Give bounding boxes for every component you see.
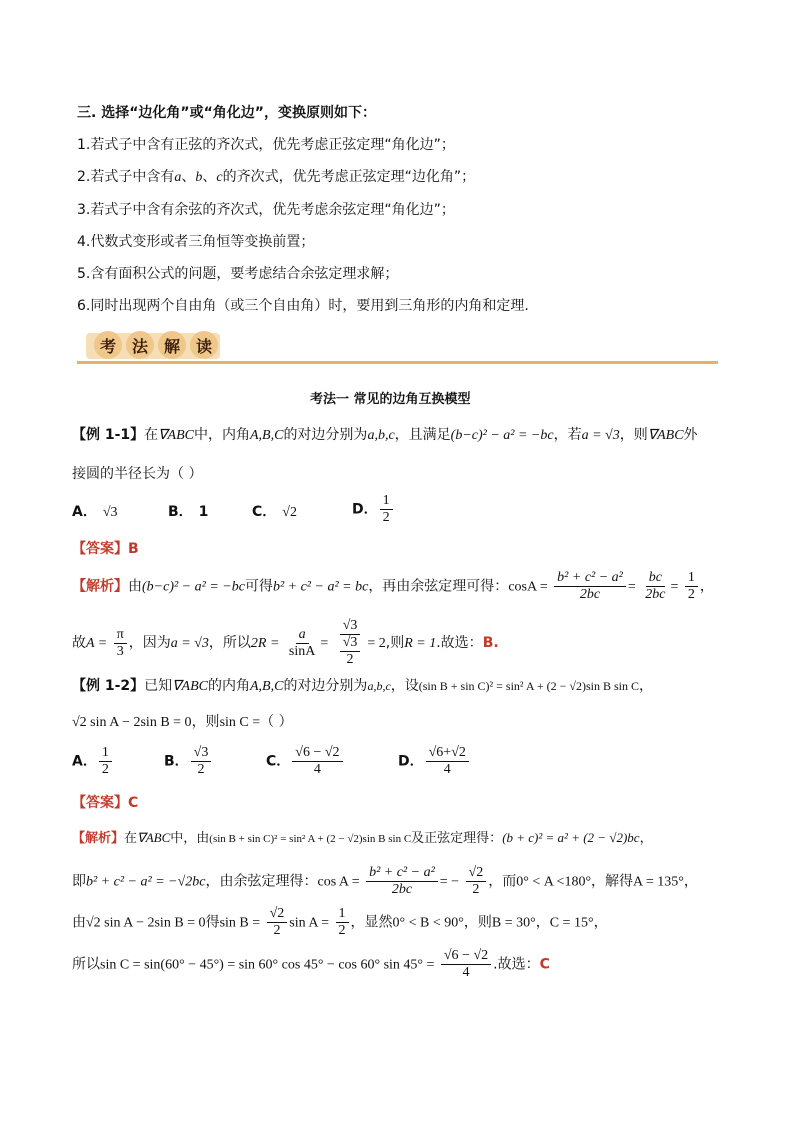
ex2-s12: 所以 <box>72 956 100 973</box>
ex2-option-c-den: 4 <box>313 762 321 778</box>
ex1-option-d <box>352 493 395 526</box>
ex2-solution-line2 <box>72 865 698 898</box>
ex1-s5: ，因为 <box>128 635 171 652</box>
rule-6: 6.同时出现两个自由角（或三个自由角）时，要用到三角形的内角和定理. <box>77 298 529 314</box>
ex1-answer-tag: 【答案】 <box>72 541 128 557</box>
section-char-2: 法 <box>126 331 154 359</box>
ex2-option-d-label: D． <box>398 753 424 770</box>
rule-2-var-b: b <box>195 170 203 185</box>
ex1-s8: .故选： <box>436 635 483 652</box>
ex1-question-line1 <box>72 424 698 444</box>
ex2-s7-math: A = 135° <box>633 874 684 890</box>
ex2-frac-3 <box>267 906 288 939</box>
ex1-s3-math: cosA = <box>508 579 548 595</box>
ex1-frac-5-den: sinA <box>288 643 316 659</box>
ex2-s3-end: ， <box>639 831 653 846</box>
ex2-s10-math: 0° < B < 90° <box>392 915 464 931</box>
ex2-s6-math: 0° < A <180° <box>516 874 592 890</box>
ex2-s4-math: b² + c² − a² = −√2bc <box>86 874 206 890</box>
ex1-frac-2-den: 2bc <box>645 587 666 603</box>
ex2-s8-math: √2 sin A − 2sin B = 0 <box>86 915 206 931</box>
ex1-q5: ，若 <box>553 427 582 443</box>
ex1-option-c-label: C． <box>252 504 277 520</box>
ex2-option-b <box>164 745 213 778</box>
ex1-q7: 外 <box>683 427 698 443</box>
ex2-frac-2-den: 2 <box>472 882 480 898</box>
ex1-angles: A,B,C <box>249 428 284 443</box>
ex2-s11-math: B = 30° <box>491 915 536 931</box>
ex2-frac-1-num: b² + c² − a² <box>366 865 438 882</box>
ex2-s1-math: ∇ABC <box>137 830 171 845</box>
ex1-option-c-value: √2 <box>282 505 297 520</box>
ex2-option-c <box>266 745 345 778</box>
ex1-frac-6-num: √3 <box>340 618 361 635</box>
rule-2-sep-2: 、 <box>202 169 217 185</box>
ex2-frac-4 <box>336 906 349 939</box>
ex1-frac-5-num: a <box>296 627 309 644</box>
ex1-frac-3-den: 2 <box>687 587 695 603</box>
ex2-frac-1-den: 2bc <box>391 882 413 898</box>
ex2-s9-b: sin A = <box>289 915 330 931</box>
ex2-frac-2 <box>466 865 487 898</box>
ex2-s5: ，由余弦定理得： <box>205 873 318 890</box>
ex1-eq-3: = <box>320 636 329 652</box>
ex2-sides: a,b,c <box>367 679 391 693</box>
rule-2-sep-1: 、 <box>181 169 196 185</box>
ex2-frac-2-num: √2 <box>466 865 487 882</box>
ex2-solution-line3 <box>72 906 608 939</box>
ex1-frac-3-num: 1 <box>685 570 698 587</box>
ex2-option-b-label: B． <box>164 753 189 770</box>
ex2-frac-4-num: 1 <box>336 906 349 923</box>
rule-2 <box>77 166 475 186</box>
ex2-q4: ，设 <box>390 678 419 694</box>
ex1-answer-value: B <box>128 541 139 557</box>
ex2-option-b-den: 2 <box>197 762 205 778</box>
ex2-s13: .故选： <box>493 956 540 973</box>
rule-2-var-a: a <box>174 170 182 185</box>
ex2-s10: ，显然 <box>350 914 393 931</box>
ex2-triangle: ∇ABC <box>172 679 208 694</box>
ex1-s3: ，再由余弦定理可得： <box>368 578 509 595</box>
ex2-option-a-fraction <box>99 745 112 778</box>
ex1-triangle-2: ∇ABC <box>647 428 684 443</box>
ex2-q2: 的内角 <box>207 678 250 694</box>
ex1-s1: 由 <box>128 578 142 595</box>
section-char-1: 考 <box>94 331 122 359</box>
ex2-s11-b: ， <box>535 914 550 931</box>
ex1-frac-4-den: 3 <box>116 643 124 659</box>
ex1-question-line2: 接圆的半径长为（ ） <box>72 466 203 482</box>
ex2-q3: 的对边分别为 <box>283 678 368 694</box>
ex1-q2: 中，内角 <box>193 427 250 443</box>
ex2-s13-answer: C <box>539 956 550 973</box>
rule-3: 3.若式子中含有余弦的齐次式，优先考虑余弦定理“角化边”； <box>77 202 455 218</box>
ex1-option-a <box>72 501 118 521</box>
ex1-sides: a,b,c <box>367 428 395 443</box>
ex2-s11-d: ， <box>593 914 608 931</box>
ex2-s3: 及正弦定理得： <box>411 831 503 846</box>
ex1-condition: (b−c)² − a² = −bc <box>450 428 554 443</box>
method-title: 考法一 常见的边角互换模型 <box>310 392 471 407</box>
ex2-condition-2: √2 sin A − 2sin B = 0 <box>72 715 192 730</box>
ex2-s4: 即 <box>72 873 86 890</box>
ex2-s3-math: (b + c)² = a² + (2 − √2)bc <box>502 830 640 845</box>
ex2-s9-math: sin B = <box>219 915 261 931</box>
rule-5: 5.含有面积公式的问题，要考虑结合余弦定理求解； <box>77 266 399 282</box>
ex1-frac-5 <box>286 627 318 660</box>
ex1-s2: 可得 <box>244 578 273 595</box>
ex2-s9: 得 <box>205 914 220 931</box>
ex1-s6-math: 2R = <box>250 636 280 652</box>
ex2-s2-math: (sin B + sin C)² = sin² A + (2 − √2)sin B sin C <box>209 833 412 845</box>
ex1-eq-1: = <box>627 579 636 595</box>
ex2-q1: 已知 <box>144 678 173 694</box>
ex2-s11: ，则 <box>463 914 492 931</box>
ex1-q6: ，则 <box>619 427 648 443</box>
ex2-s1: 在 <box>124 831 138 846</box>
ex2-option-b-num: √3 <box>191 745 212 762</box>
ex1-option-b-label: B． <box>168 504 193 520</box>
ex1-option-d-label: D． <box>352 501 378 518</box>
ex2-angles: A,B,C <box>249 679 284 694</box>
ex2-answer-value: C <box>128 795 139 811</box>
ex2-q6: ，则 <box>191 714 220 730</box>
ex2-s7: ，解得 <box>591 873 634 890</box>
ex1-s7-math: R = 1 <box>404 636 437 652</box>
ex2-option-d-den: 4 <box>443 762 451 778</box>
ex1-frac-6-inner <box>340 635 361 668</box>
ex2-s6: ，而 <box>488 873 517 890</box>
ex1-option-d-fraction <box>380 493 393 526</box>
ex1-s1-math: (b−c)² − a² = −bc <box>142 579 245 595</box>
ex2-frac-5 <box>441 948 491 981</box>
ex1-q3: 的对边分别为 <box>283 427 368 443</box>
ex1-frac-1-den: 2bc <box>579 587 601 603</box>
section-char-4: 读 <box>190 331 218 359</box>
ex2-option-a <box>72 745 114 778</box>
ex1-frac-6 <box>335 618 366 668</box>
rules-heading: 三. 选择“边化角”或“角化边”，变换原则如下： <box>77 105 376 121</box>
ex2-frac-4-den: 2 <box>338 923 346 939</box>
ex1-s7: ,则 <box>385 635 405 652</box>
ex2-s8: 由 <box>72 914 86 931</box>
ex1-frac-2-num: bc <box>646 570 665 587</box>
ex1-solution-tag: 【解析】 <box>72 578 128 595</box>
ex2-solution-line4 <box>72 948 550 981</box>
section-divider <box>77 361 718 364</box>
ex2-solution-line1 <box>72 827 653 846</box>
ex1-answer <box>72 538 139 558</box>
ex2-s12-math: sin C = sin(60° − 45°) = sin 60° cos 45° − cos 60° sin 45° = <box>100 957 435 973</box>
ex2-option-c-num: √6 − √2 <box>292 745 342 762</box>
rule-1: 1.若式子中含有正弦的齐次式，优先考虑正弦定理“角化边”； <box>77 137 455 153</box>
ex2-option-c-fraction <box>292 745 342 778</box>
ex2-option-b-fraction <box>191 745 212 778</box>
ex1-s4-math: A = <box>86 636 108 652</box>
ex1-frac-3 <box>685 570 698 603</box>
ex1-frac-1 <box>554 570 626 603</box>
ex1-s8-answer: B. <box>482 635 499 652</box>
ex2-solution-tag: 【解析】 <box>72 831 125 846</box>
ex2-option-d <box>398 745 471 778</box>
ex2-s11-c: C = 15° <box>549 915 594 931</box>
ex2-frac-5-num: √6 − √2 <box>441 948 491 965</box>
ex1-s6: ，所以 <box>208 635 251 652</box>
ex1-frac-6-inner-den: 2 <box>346 652 354 668</box>
ex1-q4: ，且满足 <box>394 427 451 443</box>
ex2-s5-end: = − <box>439 874 460 890</box>
ex1-tag: 【例 1-1】 <box>72 427 145 443</box>
ex1-frac-6-inner-num: √3 <box>340 635 361 652</box>
ex1-triangle: ∇ABC <box>158 428 194 443</box>
ex1-frac-6-den <box>335 635 366 668</box>
ex1-s5-math: a = √3 <box>170 636 209 652</box>
ex1-s2-math: b² + c² − a² = bc <box>272 579 369 595</box>
ex2-frac-5-den: 4 <box>462 965 470 981</box>
section-char-3: 解 <box>158 331 186 359</box>
ex2-frac-3-num: √2 <box>267 906 288 923</box>
ex2-q5: ， <box>638 678 653 694</box>
ex1-solution-line1: 【解析】由(b−c)² − a² = −bc可得b² + c² − a² = bc，再由余弦定理可得：cosA = $\frac{\text{b² + c² − a²}}{2bc}$ = $\frac{bc}{2bc}$ = $\frac{1}{2}$ ， <box>72 570 714 603</box>
ex2-answer-tag: 【答案】 <box>72 795 128 811</box>
ex2-frac-3-den: 2 <box>273 923 281 939</box>
rule-2-var-c: c <box>216 170 223 185</box>
rule-2-text-b: 的齐次式，优先考虑正弦定理“边化角”； <box>222 169 476 185</box>
ex1-a-value: a = √3 <box>581 428 620 443</box>
ex2-question-line1 <box>72 675 653 695</box>
ex1-frac-4 <box>114 627 127 660</box>
ex2-condition: (sin B + sin C)² = sin² A + (2 − √2)sin B sin C <box>418 679 639 693</box>
ex1-frac-2 <box>642 570 668 603</box>
ex2-question-line2 <box>72 711 293 731</box>
ex2-option-a-den: 2 <box>101 762 109 778</box>
ex2-option-d-fraction <box>426 745 469 778</box>
ex1-s6-end: = 2 <box>367 636 386 652</box>
ex2-q7: （ ） <box>260 714 293 730</box>
rule-4: 4.代数式变形或者三角恒等变换前置； <box>77 234 315 250</box>
ex2-option-d-num: √6+√2 <box>426 745 469 762</box>
ex1-option-b <box>168 501 208 521</box>
ex1-solution-line2 <box>72 618 499 668</box>
ex1-option-a-label: A． <box>72 504 97 520</box>
ex2-tag: 【例 1-2】 <box>72 678 145 694</box>
ex1-s4: 故 <box>72 635 86 652</box>
ex1-option-d-den: 2 <box>382 510 390 526</box>
ex1-q1: 在 <box>144 427 159 443</box>
ex1-option-a-value: √3 <box>102 505 118 520</box>
ex1-option-c <box>252 501 297 521</box>
ex1-option-d-num: 1 <box>380 493 393 510</box>
ex2-ask: sin C = <box>219 715 261 730</box>
ex2-answer <box>72 792 138 812</box>
ex2-s7-end: ， <box>683 873 698 890</box>
ex1-frac-4-num: π <box>114 627 127 644</box>
ex1-eq-2: = <box>670 579 679 595</box>
ex2-s5-math: cos A = <box>317 874 360 890</box>
ex2-s2: 中，由 <box>170 831 210 846</box>
ex2-frac-1 <box>366 865 438 898</box>
ex2-option-a-label: A． <box>72 753 97 770</box>
ex1-frac-1-num: b² + c² − a² <box>554 570 626 587</box>
ex2-option-a-num: 1 <box>99 745 112 762</box>
ex1-option-b-value: 1 <box>198 504 209 520</box>
rule-2-text-a: 2.若式子中含有 <box>77 169 175 185</box>
ex2-option-c-label: C． <box>266 753 291 770</box>
